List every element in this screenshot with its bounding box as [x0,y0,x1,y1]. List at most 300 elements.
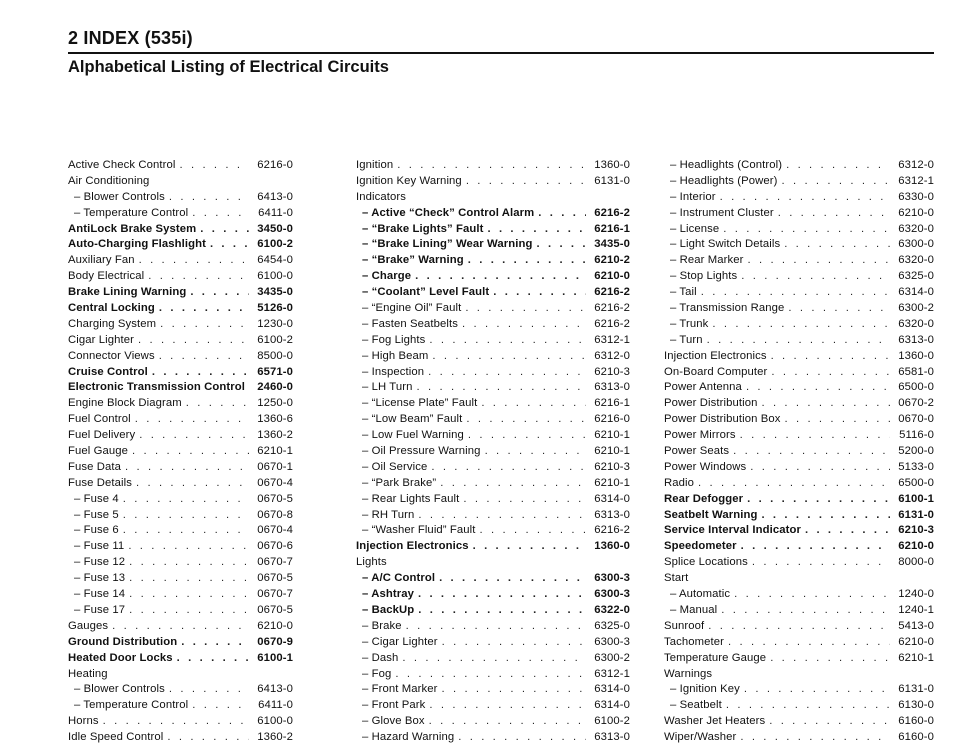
dot-leader [439,571,586,587]
index-entry [356,380,630,396]
entry-name: – Trunk [670,317,709,330]
dot-leader [701,285,890,301]
index-heading [356,190,630,206]
circuit-number: 6100-0 [257,715,293,728]
entry-name: On-Board Computer [664,365,768,378]
circuit-number: 6210-0 [257,619,293,632]
circuit-number: 6581-0 [898,365,934,378]
entry-name: Power Windows [664,460,747,473]
entry-name: AntiLock Brake System [68,222,197,235]
entry-name: – Transmission Range [670,302,785,315]
entry-name: – A/C Control [362,572,436,585]
entry-name: Central Locking [68,302,155,315]
circuit-number: 6100-2 [257,333,293,346]
dot-leader [493,285,586,301]
circuit-number: 1240-0 [898,588,934,601]
index-entry [356,206,630,222]
entry-name: Injection Electronics [356,540,469,553]
entry-name: Connector Views [68,349,155,362]
circuit-number: 6314-0 [594,699,630,712]
index-entry [68,603,293,619]
circuit-number: 6312-0 [594,349,630,362]
dot-leader [784,237,890,253]
entry-name: Fuel Gauge [68,445,129,458]
entry-name: Heating [68,667,108,680]
dot-leader [721,603,890,619]
index-entry [68,317,293,333]
dot-leader [200,222,249,238]
dot-leader [805,523,890,539]
circuit-number: 1360-2 [257,429,293,442]
circuit-number: 6413-0 [257,683,293,696]
entry-name: – LH Turn [362,381,413,394]
circuit-number: 0670-8 [257,508,293,521]
circuit-number: 5200-0 [898,445,934,458]
dot-leader [169,682,249,698]
circuit-number: 6312-0 [898,159,934,171]
entry-name: – Fuse 4 [74,492,119,505]
dot-leader [159,301,249,317]
entry-name: Sunroof [664,619,705,632]
entry-name: – Oil Service [362,460,428,473]
entry-name: – Brake [362,619,402,632]
index-entry [664,428,934,444]
dot-leader [428,365,586,381]
entry-name: – Interior [670,190,716,203]
index-entry [356,222,630,238]
dot-leader [781,174,890,190]
index-entry [356,508,630,524]
dot-leader [771,349,890,365]
index-entry [356,174,630,190]
circuit-number: 6210-0 [898,540,934,553]
circuit-number: 6210-0 [898,635,934,648]
index-entry [356,698,630,714]
index-entry [356,285,630,301]
entry-name: Power Seats [664,445,730,458]
index-entry [68,682,293,698]
index-entry [68,206,293,222]
circuit-number: 6100-2 [594,715,630,728]
index-entry [68,253,293,269]
entry-name: – Cigar Lighter [362,635,438,648]
dot-leader [466,412,586,428]
circuit-number: 6300-0 [898,238,934,251]
circuit-number: 0670-4 [257,524,293,537]
circuit-number: 0670-7 [257,588,293,601]
index-entry [664,444,934,460]
index-entry [664,476,934,492]
dot-leader [210,237,249,253]
entry-name: Electronic Transmission Control [68,381,245,394]
index-entry [356,492,630,508]
dot-leader [192,698,249,714]
dot-leader [123,523,249,539]
index-entry [68,222,293,238]
dot-leader [136,476,249,492]
index-entry [356,635,630,651]
circuit-number: 0670-2 [898,397,934,410]
index-entry [664,698,934,714]
entry-name: Tachometer [664,635,725,648]
dot-leader [769,714,890,730]
circuit-number: 6210-1 [257,445,293,458]
entry-name: Start [664,572,689,585]
dot-leader [160,317,249,333]
entry-name: Fuse Data [68,460,122,473]
entry-name: Horns [68,715,99,728]
index-heading [664,571,934,587]
index-entry [68,158,293,174]
index-entry [664,730,934,746]
circuit-number: 6216-2 [594,524,630,537]
dot-leader [429,698,586,714]
circuit-number: 6300-3 [594,572,630,585]
entry-name: – Front Marker [362,683,438,696]
circuit-number: 6500-0 [898,381,934,394]
circuit-number: 1250-0 [257,397,293,410]
index-entry [664,285,934,301]
entry-name: – Fuse 5 [74,508,119,521]
entry-name: Temperature Gauge [664,651,767,664]
dot-leader [442,635,586,651]
index-entry [68,269,293,285]
index-entry [68,714,293,730]
dot-leader [750,460,890,476]
circuit-number: 6100-1 [257,651,293,664]
index-entry [664,682,934,698]
entry-name: Indicators [356,190,406,203]
dot-leader [179,158,249,174]
dot-leader [192,206,249,222]
circuit-number: 6500-0 [898,476,934,489]
circuit-number: 0670-1 [257,460,293,473]
circuit-number: 6411-0 [258,699,293,712]
index-heading [68,174,293,190]
circuit-number: 6216-1 [594,222,630,235]
dot-leader [698,476,890,492]
index-entry [664,492,934,508]
index-entry [356,237,630,253]
entry-name: Body Electrical [68,270,145,283]
entry-name: – “Brake Lining” Wear Warning [362,238,533,251]
entry-name: – Ignition Key [670,683,740,696]
index-entry [68,444,293,460]
index-entry [664,222,934,238]
index-entry [68,492,293,508]
entry-name: Air Conditioning [68,174,150,187]
entry-name: – Seatbelt [670,699,722,712]
dot-leader [406,619,586,635]
entry-name: Power Distribution [664,397,758,410]
dot-leader [152,365,249,381]
circuit-number: 3435-0 [594,238,630,251]
index-entry [664,333,934,349]
entry-name: Ignition [356,159,394,171]
circuit-number: 6312-1 [594,667,630,680]
entry-name: – Automatic [670,588,731,601]
index-entry [356,158,630,174]
circuit-number: 1230-0 [257,317,293,330]
dot-leader [720,190,890,206]
circuit-number: 6210-0 [594,270,630,283]
circuit-number: 6320-0 [898,317,934,330]
dot-leader [128,539,249,555]
dot-leader [418,587,586,603]
index-entry [664,158,934,174]
dot-leader [537,237,587,253]
entry-name: – “Low Beam” Fault [362,413,463,426]
dot-leader [129,571,249,587]
entry-name: Charging System [68,317,157,330]
index-entry [68,333,293,349]
dot-leader [752,555,890,571]
entry-name: – Glove Box [362,715,425,728]
dot-leader [159,349,249,365]
entry-name: – Fuse 12 [74,556,126,569]
index-entry [664,523,934,539]
dot-leader [788,301,890,317]
index-heading [356,555,630,571]
dot-leader [481,396,586,412]
entry-name: – Tail [670,286,697,299]
circuit-number: 6100-0 [257,270,293,283]
index-entry [356,523,630,539]
dot-leader [707,333,890,349]
entry-name: – BackUp [362,603,415,616]
dot-leader [129,555,249,571]
circuit-number: 6216-1 [594,397,630,410]
entry-name: – Low Fuel Warning [362,429,464,442]
index-entry [664,365,934,381]
circuit-number: 0670-9 [257,635,293,648]
entry-name: Power Mirrors [664,429,736,442]
dot-leader [761,396,890,412]
dot-leader [726,698,890,714]
circuit-number: 6210-2 [594,254,630,267]
index-entry [68,380,293,396]
entry-name: – “Engine Oil” Fault [362,302,462,315]
index-entry [356,253,630,269]
dot-leader [181,635,249,651]
index-entry [356,539,630,555]
dot-leader [397,158,586,174]
entry-name: – “Brake” Warning [362,254,464,267]
entry-name: – Fog [362,667,392,680]
index-entry [356,333,630,349]
circuit-number: 6216-0 [257,159,293,171]
circuit-number: 6300-3 [594,635,630,648]
dot-leader [139,428,249,444]
dot-leader [418,603,586,619]
index-entry [68,237,293,253]
entry-name: Idle Speed Control [68,731,164,744]
dot-leader [740,428,890,444]
index-entry [664,651,934,667]
circuit-number: 6210-1 [594,445,630,458]
dot-leader [103,714,249,730]
circuit-number: 5413-0 [898,619,934,632]
index-entry [356,428,630,444]
entry-name: Auxiliary Fan [68,254,135,267]
dot-leader [480,523,586,539]
entry-name: Injection Electronics [664,349,767,362]
entry-name: Fuel Control [68,413,131,426]
index-entry [356,396,630,412]
circuit-number: 6313-0 [594,508,630,521]
circuit-number: 6313-0 [594,381,630,394]
dot-leader [458,730,586,746]
index-entry [68,523,293,539]
circuit-number: 6216-2 [594,286,630,299]
circuit-number: 6100-1 [898,492,934,505]
circuit-number: 6413-0 [257,190,293,203]
circuit-number: 0670-5 [257,572,293,585]
entry-name: Splice Locations [664,556,748,569]
index-entry [664,349,934,365]
dot-leader [123,508,249,524]
dot-leader [125,460,249,476]
index-entry [664,460,934,476]
dot-leader [741,269,890,285]
entry-name: – Charge [362,270,412,283]
index-heading [664,667,934,683]
index-entry [356,619,630,635]
circuit-number: 3450-0 [257,222,293,235]
entry-name: Washer Jet Heaters [664,715,766,728]
index-entry [68,428,293,444]
entry-name: – “Washer Fluid” Fault [362,524,476,537]
index-entry [664,396,934,412]
dot-leader [177,651,249,667]
circuit-number: 6131-0 [898,508,934,521]
dot-leader [487,222,586,238]
circuit-number: 6300-3 [594,588,630,601]
circuit-number: 2460-0 [257,381,293,394]
circuit-number: 1360-0 [594,159,630,171]
index-entry [664,412,934,428]
circuit-number: 6322-0 [594,603,630,616]
circuit-number: 6300-2 [594,651,630,664]
entry-name: – Hazard Warning [362,731,455,744]
index-column-2 [356,158,630,746]
index-entry [356,603,630,619]
entry-name: Seatbelt Warning [664,508,758,521]
dot-leader [129,603,249,619]
index-entry [356,460,630,476]
dot-leader [429,333,586,349]
entry-name: – Active “Check” Control Alarm [362,206,535,219]
circuit-number: 0670-5 [257,492,293,505]
index-entry [356,269,630,285]
index-entry [68,571,293,587]
index-entry [68,285,293,301]
index-entry [664,555,934,571]
circuit-number: 6160-0 [898,715,934,728]
entry-name: – RH Turn [362,508,415,521]
circuit-number: 6210-0 [898,206,934,219]
dot-leader [167,730,249,746]
circuit-number: 6210-1 [594,429,630,442]
circuit-number: 6131-0 [594,174,630,187]
entry-name: Service Interval Indicator [664,524,801,537]
dot-leader [712,317,890,333]
entry-name: – Temperature Control [74,206,189,219]
circuit-number: 6314-0 [594,492,630,505]
circuit-number: 0670-5 [257,603,293,616]
index-entry [664,619,934,635]
circuit-number: 6314-0 [898,286,934,299]
index-entry [356,412,630,428]
entry-name: – Rear Lights Fault [362,492,460,505]
entry-name: – Fasten Seatbelts [362,317,458,330]
entry-name: Active Check Control [68,159,176,171]
index-heading [68,667,293,683]
circuit-number: 1240-1 [898,603,934,616]
index-entry [664,269,934,285]
index-entry [664,301,934,317]
entry-name: Fuse Details [68,476,132,489]
index-entry [664,206,934,222]
circuit-number: 6454-0 [257,254,293,267]
entry-name: Brake Lining Warning [68,286,187,299]
dot-leader [708,619,890,635]
dot-leader [432,349,586,365]
page-title: Alphabetical Listing of Electrical Circuits [68,58,389,76]
dot-leader [728,635,890,651]
dot-leader [123,492,249,508]
dot-leader [441,682,586,698]
section-number: 2 INDEX (535i) [68,28,934,54]
index-entry [68,460,293,476]
entry-name: – Rear Marker [670,254,744,267]
dot-leader [733,444,890,460]
entry-name: – Oil Pressure Warning [362,445,481,458]
dot-leader [747,492,890,508]
index-entry [356,571,630,587]
circuit-number: 6216-0 [594,413,630,426]
entry-name: Speedometer [664,540,737,553]
dot-leader [190,285,249,301]
circuit-number: 6411-0 [258,206,293,219]
entry-name: – Fuse 6 [74,524,119,537]
entry-name: Fuel Delivery [68,429,136,442]
circuit-number: 6210-3 [594,460,630,473]
dot-leader [429,714,586,730]
entry-name: – “Park Brake” [362,476,437,489]
dot-leader [463,492,586,508]
entry-name: Rear Defogger [664,492,744,505]
index-entry [356,349,630,365]
circuit-number: 6313-0 [898,333,934,346]
circuit-number: 0670-7 [257,556,293,569]
circuit-number: 5133-0 [898,460,934,473]
entry-name: – Headlights (Control) [670,159,783,171]
dot-leader [186,396,249,412]
entry-name: – Instrument Cluster [670,206,774,219]
index-entry [68,508,293,524]
index-entry [356,682,630,698]
dot-leader [786,158,890,174]
entry-name: – Blower Controls [74,683,165,696]
index-entry [664,317,934,333]
index-entry [68,365,293,381]
index-entry [664,237,934,253]
circuit-number: 0670-0 [898,413,934,426]
dot-leader [112,619,249,635]
index-entry [664,635,934,651]
dot-leader [761,508,890,524]
